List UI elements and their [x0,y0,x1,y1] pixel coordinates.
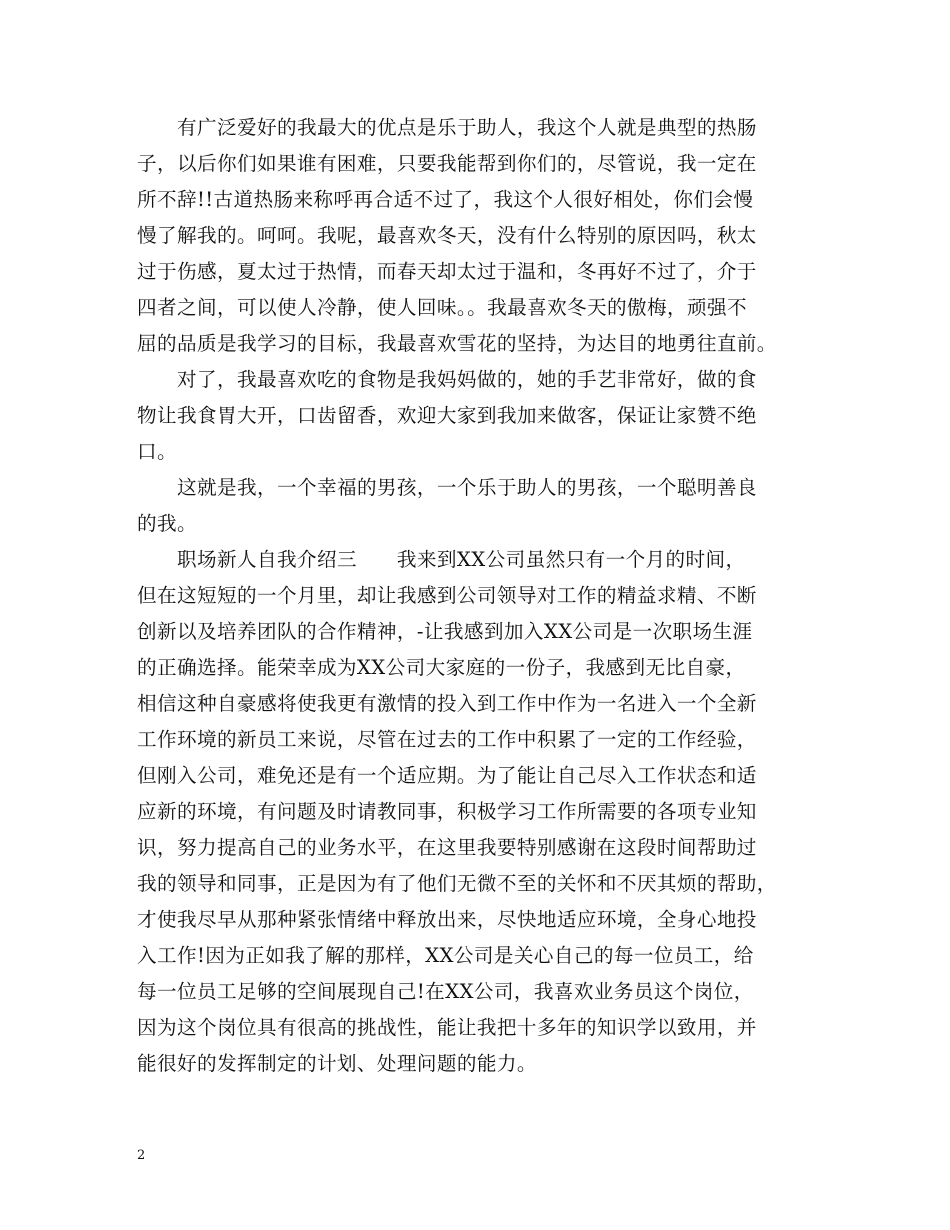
text-line: 的正确选择。能荣幸成为XX公司大家庭的一份子，我感到无比自豪， [137,656,746,679]
text-line: 相信这种自豪感将使我更有激情的投入到工作中作为一名进入一个全新 [137,692,757,715]
text-line: 我的领导和同事，正是因为有了他们无微不至的关怀和不厌其烦的帮助， [137,872,777,895]
text-line: 四者之间，可以使人冷静，使人回味。。我最喜欢冬天的傲梅，顽强不 [137,296,748,319]
text-line: 但刚入公司，难免还是有一个适应期。为了能让自己尽入工作状态和适 [137,764,757,787]
text-line: 对了，我最喜欢吃的食物是我妈妈做的，她的手艺非常好，做的食 [177,368,757,391]
text-line: 物让我食胃大开，口齿留香，欢迎大家到我加来做客，保证让家赞不绝 [137,404,757,427]
text-line: 这就是我，一个幸福的男孩，一个乐于助人的男孩，一个聪明善良 [177,476,757,499]
text-line: 子，以后你们如果谁有困难，只要我能帮到你们的，尽管说，我一定在 [137,152,757,175]
text-line: 入工作!因为正如我了解的那样，XX公司是关心自己的每一位员工，给 [137,944,754,967]
text-line: 每一位员工足够的空间展现自己!在XX公司，我喜欢业务员这个岗位， [137,980,754,1003]
text-line: 口。 [137,440,177,463]
text-line: 慢了解我的。呵呵。我呢，最喜欢冬天，没有什么特别的原因吗，秋太 [137,224,757,247]
text-line: 创新以及培养团队的合作精神，-让我感到加入XX公司是一次职场生涯 [137,620,753,643]
text-line: 才使我尽早从那种紧张情绪中释放出来，尽快地适应环境，全身心地投 [137,908,757,931]
text-line: 因为这个岗位具有很高的挑战性，能让我把十多年的知识学以致用，并 [137,1016,757,1039]
document-body [137,110,827,1082]
text-line: 有广泛爱好的我最大的优点是乐于助人，我这个人就是典型的热肠 [177,116,757,139]
text-line: 过于伤感，夏太过于热情，而春天却太过于温和，冬再好不过了，介于 [137,260,757,283]
text-line: 识，努力提高自己的业务水平，在这里我要特别感谢在这段时间帮助过 [137,836,757,859]
page-number: 2 [137,1148,146,1163]
text-line: 但在这短短的一个月里，却让我感到公司领导对工作的精益求精、不断 [137,584,757,607]
text-line: 能很好的发挥制定的计划、处理问题的能力。 [137,1052,537,1075]
text-line: 工作环境的新员工来说，尽管在过去的工作中积累了一定的工作经验， [137,728,757,751]
text-line: 所不辞!!古道热肠来称呼再合适不过了，我这个人很好相处，你们会慢 [137,188,754,211]
text-line: 屈的品质是我学习的目标，我最喜欢雪花的坚持，为达目的地勇往直前。 [137,332,777,355]
text-line: 的我。 [137,512,197,535]
text-line: 职场新人自我介绍三 我来到XX公司虽然只有一个月的时间， [177,548,746,571]
text-line: 应新的环境，有问题及时请教同事，积极学习工作所需要的各项专业知 [137,800,757,823]
